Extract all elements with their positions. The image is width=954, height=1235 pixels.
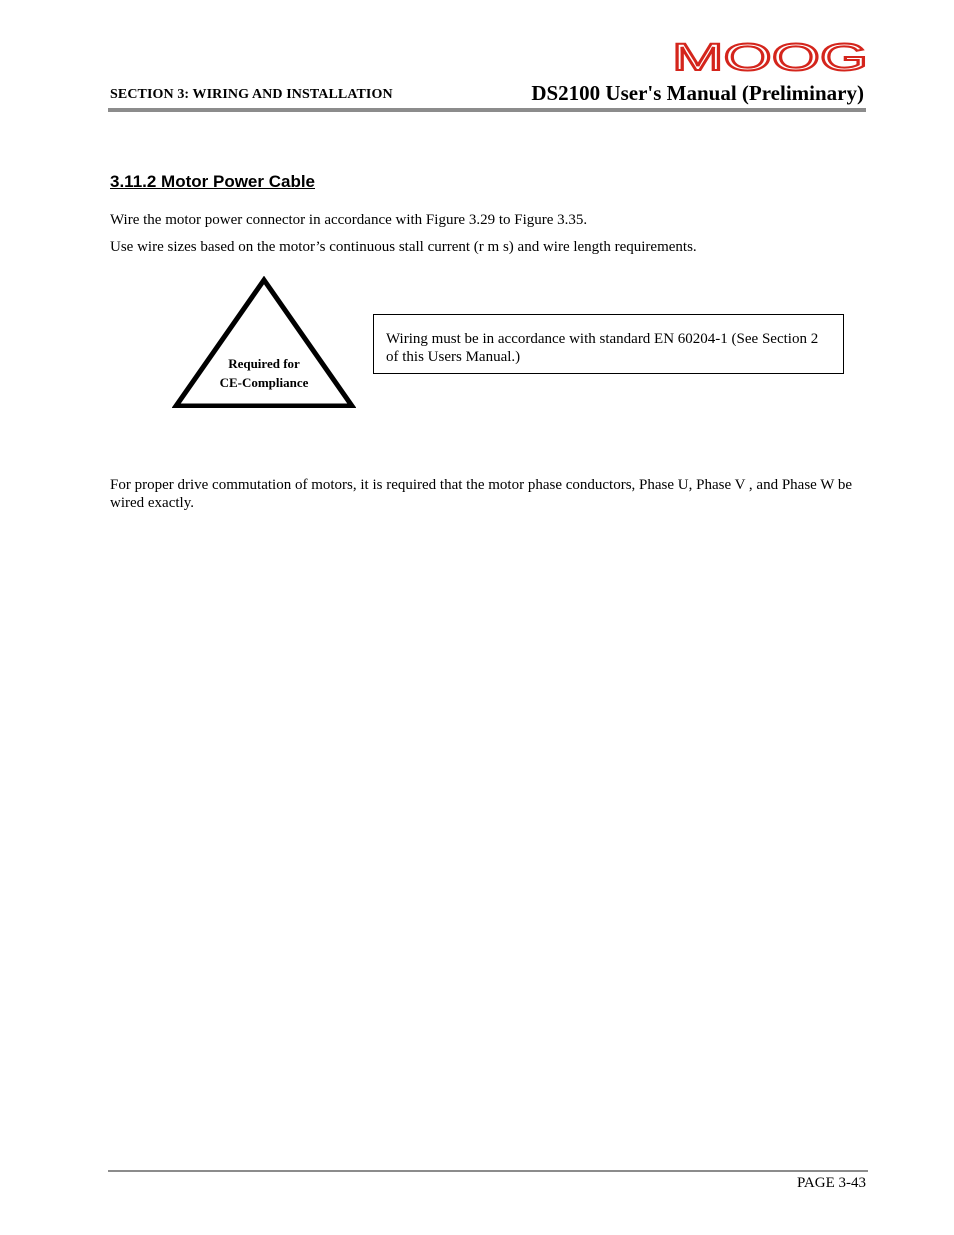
- moog-logo-text: MOOG: [672, 40, 868, 74]
- footer-divider: [108, 1170, 868, 1172]
- paragraph-wire-connector: Wire the motor power connector in accordance with Figure 3.29 to Figure 3.35.: [110, 212, 588, 228]
- page-number: PAGE 3-43: [796, 1175, 866, 1191]
- manual-title: DS2100 User's Manual (Preliminary): [531, 81, 864, 105]
- standard-note-box: [373, 314, 844, 374]
- moog-logo: [672, 40, 868, 74]
- section-heading: 3.11.2 Motor Power Cable: [110, 172, 316, 191]
- section-label: SECTION 3: WIRING AND INSTALLATION: [110, 87, 393, 102]
- ce-compliance-line1: Required for: [228, 356, 300, 371]
- header-divider: [108, 108, 866, 112]
- ce-compliance-label: [198, 354, 330, 392]
- paragraph-wire-sizes: Use wire sizes based on the motor’s continuous stall current (r m s) and wire length requirements.: [110, 239, 697, 255]
- paragraph-phase-wiring: For proper drive commutation of motors, it is required that the motor phase conductors, Phase U, Phase V , and Phase W be wired exactly.: [110, 477, 853, 511]
- ce-compliance-line2: CE-Compliance: [219, 375, 309, 390]
- standard-note-text: Wiring must be in accordance with standard EN 60204-1 (See Section 2 of this Users Manual.): [386, 331, 819, 365]
